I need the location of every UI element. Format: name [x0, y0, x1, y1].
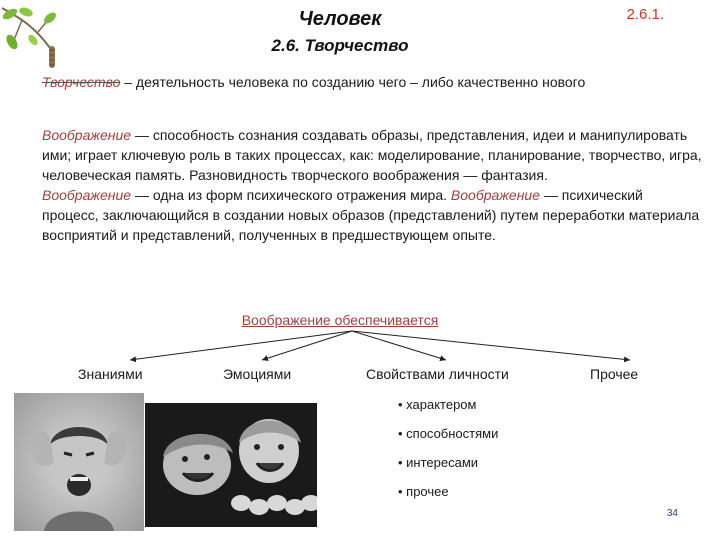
category-emotions: Эмоциями — [223, 366, 292, 382]
category-knowledge: Знаниями — [78, 366, 143, 382]
imagination-paragraph — [42, 125, 702, 245]
paragraph-term-1: Воображение — [42, 127, 132, 143]
page-number: 34 — [666, 508, 678, 519]
paragraph-text-2: — одна из форм психического отражения мира. — [131, 187, 451, 203]
page-title: Человек — [298, 8, 382, 30]
paragraph-text-3: — психический процесс, заключающийся в создании новых образов (представлений) путем переработки материала восприятий и представлений, полученных в предшествующем опыте. — [42, 187, 700, 243]
page-subtitle: 2.6. Творчество — [271, 36, 409, 55]
section-code: 2.6.1. — [626, 6, 664, 23]
personality-traits-list — [398, 390, 498, 506]
paragraph-text-1: — способность сознания создавать образы, представления, идеи и манипулировать ими; играет ключевую роль в таких процессах, как: моделирование, планирование, творчество, игра, человеческая память. Разновидность творческого воображения — фантазия. — [42, 127, 702, 183]
list-item: • интересами — [398, 455, 479, 470]
diagram-center-label: Воображение обеспечивается — [241, 312, 439, 328]
category-other: Прочее — [590, 366, 639, 382]
definition-text: – деятельность человека по созданию чего – либо качественно нового — [120, 74, 586, 90]
list-item: • прочее — [398, 484, 449, 499]
list-item: • способностями — [398, 426, 499, 441]
category-personality: Свойствами личности — [366, 366, 509, 382]
laughing-children-photo — [145, 403, 317, 527]
definition-term: Творчество — [42, 74, 121, 90]
paragraph-term-3: Воображение — [450, 187, 540, 203]
list-item: • характером — [398, 397, 477, 412]
paragraph-term-2: Воображение — [42, 187, 132, 203]
screaming-man-photo — [14, 393, 144, 531]
creativity-definition — [42, 72, 662, 92]
